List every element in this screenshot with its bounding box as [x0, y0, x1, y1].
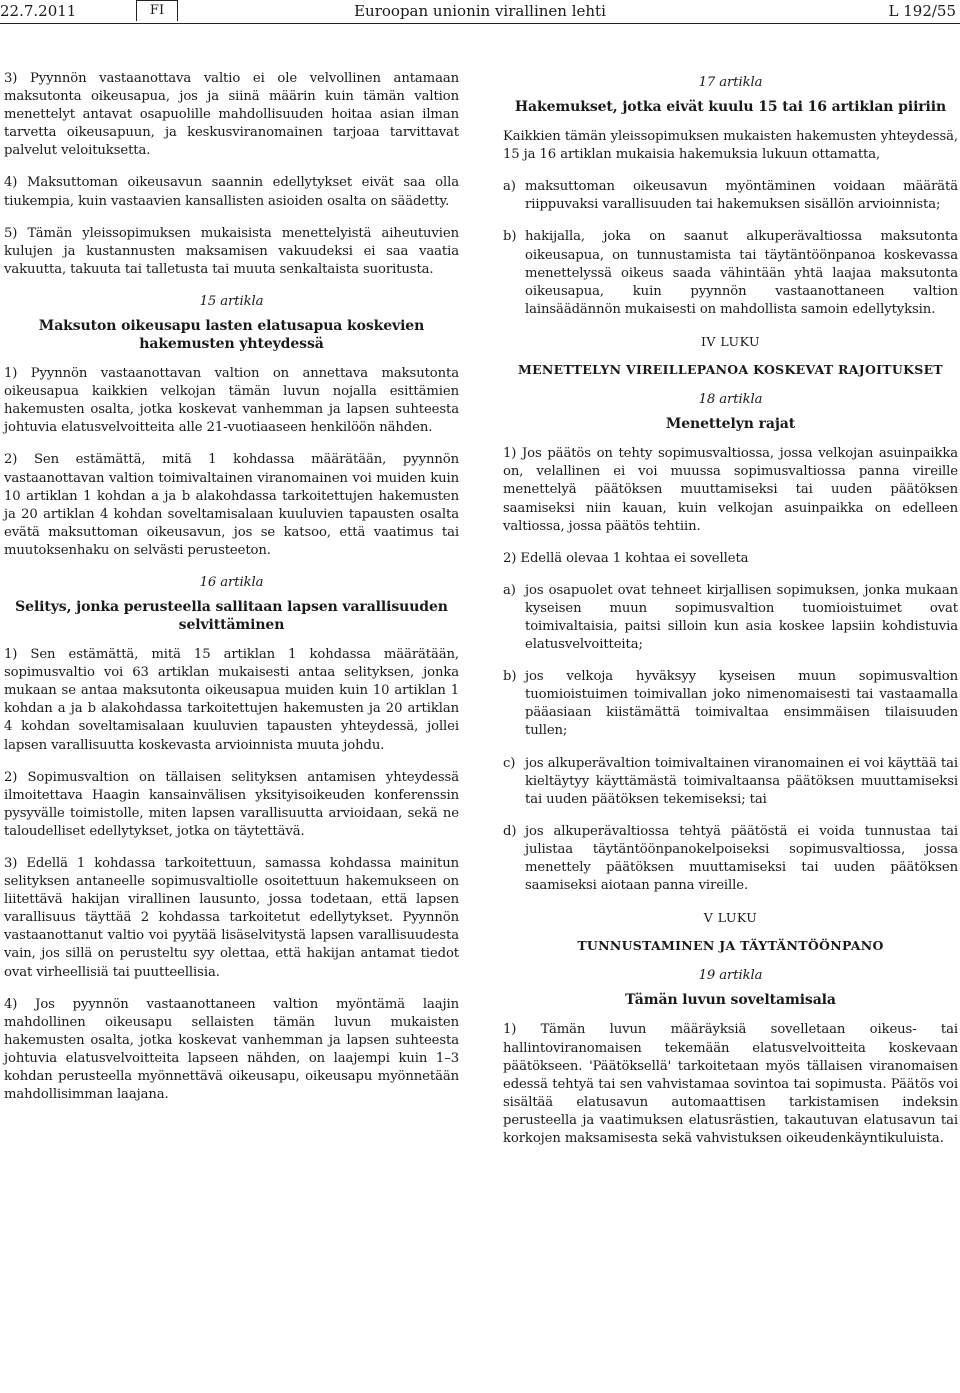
header-rule: [0, 23, 960, 24]
list-item: [503, 755, 958, 809]
article-19-number: 19 artikla: [698, 968, 763, 984]
list-item: [503, 228, 958, 318]
list-item-label: b): [503, 229, 517, 245]
list-item-label: a): [503, 582, 516, 598]
list-item-text: maksuttoman oikeusavun myöntäminen voidaan määrätä riippuvaksi varallisuuden tai hakemuksen sisällön arvioinnista;: [525, 179, 958, 213]
chapter-4-number: IV LUKU: [700, 333, 761, 349]
list-item: [503, 823, 958, 895]
list-item: [503, 178, 958, 214]
list-item: [503, 582, 958, 654]
list-item-text: jos alkuperävaltiossa tehtyä päätöstä ei voida tunnustaa tai julistaa täytäntöönpanokelpoiseksi sopimusvaltiossa, jossa menettely päätöksen muuttamiseksi tai uuden päätöksen saamiseksi aiotaan panna vireille.: [525, 823, 958, 894]
article-18-title: Menettelyn rajat: [665, 416, 796, 433]
chapter-5-title: TUNNUSTAMINEN JA TÄYTÄNTÖÖNPANO: [577, 938, 884, 954]
list-item-label: d): [503, 823, 517, 839]
article-15-number: 15 artikla: [199, 293, 264, 309]
journal-title: Euroopan unionin virallinen lehti: [354, 2, 606, 20]
chapter-5-number: V LUKU: [703, 910, 758, 926]
article-18-paragraph-1: 1) Jos päätös on tehty sopimusvaltiossa, jossa velkojan asuinpaikka on, velallinen ei voi muussa sopimusvaltiossa panna vireille menettelyä päätöksen muuttamiseksi tai uuden päätöksen saamiseksi niin kauan, kuin velkojan asuinpaikka on edelleen valtiossa, jossa päätös tehtiin.: [503, 446, 958, 534]
article-18-paragraph-2: 2) Edellä olevaa 1 kohtaa ei sovelleta: [503, 550, 749, 566]
list-item-text: jos alkuperävaltion toimivaltainen viranomainen ei voi käyttää tai kieltäytyy käyttämästä toimivaltaansa päätöksen muuttamiseksi tai uuden päätöksen tekemiseksi; tai: [525, 755, 958, 807]
article-18-number: 18 artikla: [698, 392, 763, 408]
article-19-paragraph-1: 1) Tämän luvun määräyksiä sovelletaan oikeus- tai hallintoviranomaisen tekemään elatusvelvoitteita koskevaan päätökseen. 'Päätöksellä' tarkoitetaan myös tällaisen viranomaisen edessä tehtyä tai sen vahvistamaa sovintoa tai sopimusta. Päätös voi sisältää elatusavun automaattisen tarkistamisen indeksin perusteella ja vaatimuksen elatusrästien, takautuvan elatusavun tai korkojen maksamisesta sekä vahvistuksen oikeudenkäyntikuluista.: [503, 1022, 958, 1147]
article-17-intro: Kaikkien tämän yleissopimuksen mukaisten hakemusten yhteydessä, 15 ja 16 artiklan mukaisia hakemuksia lukuun ottamatta,: [503, 129, 958, 163]
list-item-text: hakijalla, joka on saanut alkuperävaltiossa maksutonta oikeusapua, on tunnustamista tai täytäntöönpanoa koskevassa menettelyssä oikeus saada vähintään yhtä laajaa maksutonta oikeusapua, kuin pyynnön vastaanottaneen valtion lainsäädännön mukaisesti on mahdollista samoin edellytyksin.: [525, 229, 958, 317]
article-16-paragraph-3: 3) Edellä 1 kohdassa tarkoitettuun, samassa kohdassa mainitun selityksen antaneelle sopimusvaltiolle osoitettuun hakemukseen on liitettävä hakijan virallinen lausunto, jossa todetaan, että lapsen varallisuus täyttää 2 kohdassa tarkoitetut edellytykset. Pyynnön vastaanottanut valtio voi pyytää lisäselvitystä lapsen varallisuudesta vain, jos sillä on perusteltu syy olettaa, että hakijan antamat tiedot ovat virheellisiä tai puutteellisia.: [4, 856, 459, 980]
language-badge: FI: [136, 0, 178, 21]
list-item-label: b): [503, 669, 517, 685]
article-15-paragraph-2: 2) Sen estämättä, mitä 1 kohdassa määrätään, pyynnön vastaanottavan valtion toimivaltainen viranomainen voi muiden kuin 10 artiklan 1 kohdan a ja b alakohdassa tarkoitettujen hakemusten ja 20 artiklan 4 kohdan soveltamisalaan kuuluvien tapausten osalta evätä maksuttoman oikeusavun, jos se katsoo, että vaatimus tai muutoksenhaku on selvästi perusteeton.: [4, 452, 459, 558]
article-17-number: 17 artikla: [698, 75, 763, 90]
paragraph-5: 5) Tämän yleissopimuksen mukaisista menettelyistä aiheutuvien kulujen ja kustannusten maksamisen vakuudeksi ei saa vaatia vakuutta, takuuta tai talletusta tai muuta senkaltaista suoritusta.: [4, 225, 459, 277]
article-15-paragraph-1: 1) Pyynnön vastaanottavan valtion on annettava maksutonta oikeusapua kaikkien velkojan tämän luvun nojalla esittämien hakemusten osalta, jotka koskevat vanhemman ja lapsen suhteesta johtuvia elatusvelvoitteita alle 21-vuotiaaseen henkilöön nähden.: [4, 366, 459, 436]
article-15-title: Maksuton oikeusapu lasten elatusapua koskevien hakemusten yhteydessä: [38, 318, 425, 353]
article-19-title: Tämän luvun soveltamisala: [625, 992, 836, 1009]
article-16-paragraph-2: 2) Sopimusvaltion on tällaisen selityksen antamisen yhteydessä ilmoitettava Haagin kansainvälisen yksityisoikeuden konferenssin pysyvälle toimistolle, miten lapsen varallisuutta arvioidaan, sekä ne taloudelliset edellytykset, jotka on täytettävä.: [4, 769, 459, 839]
page-number: L 192/55: [888, 2, 956, 20]
article-16-title: Selitys, jonka perusteella sallitaan lapsen varallisuuden selvittäminen: [15, 599, 448, 634]
list-item-label: c): [503, 755, 516, 771]
list-item-label: a): [503, 179, 516, 195]
article-16-paragraph-1: 1) Sen estämättä, mitä 15 artiklan 1 kohdassa määrätään, sopimusvaltio voi 63 artiklan mukaisesti antaa selityksen, jonka mukaan se antaa maksutonta oikeusapua muiden kuin 10 artiklan 1 kohdan a ja b alakohdassa tarkoitettujen hakemusten ja 20 artiklan 4 kohdan soveltamisalaan kuuluvien tapausten yhteydessä, jollei lapsen varallisuutta koskevasta arvioinnista muuta johdu.: [4, 647, 459, 753]
left-column: [4, 70, 459, 1118]
chapter-4-title: MENETTELYN VIREILLEPANOA KOSKEVAT RAJOITUKSET: [517, 362, 944, 378]
article-17-title: Hakemukset, jotka eivät kuulu 15 tai 16 artiklan piiriin: [514, 99, 947, 116]
list-item-text: jos osapuolet ovat tehneet kirjallisen sopimuksen, jonka mukaan kyseisen muun sopimusvaltion tuomioistuimet ovat toimivaltaisia, paitsi silloin kun asia koskee lapsiin kohdistuvia elatusvelvoitteita;: [525, 582, 958, 653]
header-date: 22.7.2011: [0, 2, 77, 20]
paragraph-3: 3) Pyynnön vastaanottava valtio ei ole velvollinen antamaan maksutonta oikeusapua, jos ja siinä määrin kuin tämän valtion menettelyt antavat osapuolille mahdollisuuden hoitaa asian ilman tarvetta oikeusapuun, ja keskusviranomainen tarjoaa tarvittavat palvelut veloituksetta.: [4, 71, 459, 159]
page-header: [0, 0, 960, 24]
article-16-number: 16 artikla: [199, 574, 264, 590]
paragraph-4: 4) Maksuttoman oikeusavun saannin edellytykset eivät saa olla tiukempia, kuin vastaavien kansallisten asioiden osalta on säädetty.: [4, 175, 459, 209]
right-column: [503, 70, 958, 1162]
list-item: [503, 668, 958, 740]
list-item-text: jos velkoja hyväksyy kyseisen muun sopimusvaltion tuomioistuimen toimivallan joko nimenomaisesti tai vastaamalla pääasiaan kiistämättä toimivaltaa ensimmäisen tilaisuuden tullen;: [525, 669, 958, 739]
article-16-paragraph-4: 4) Jos pyynnön vastaanottaneen valtion myöntämä laajin mahdollinen oikeusapu sellaisten tämän luvun mukaisten hakemusten osalta, jotka koskevat vanhemman ja lapsen suhteesta johtuvia elatusvelvoitteita lapseen nähden, on laajempi kuin 1–3 kohdan perusteella myönnettävä oikeusapu, oikeusapu myönnetään mahdollisimman laajana.: [4, 996, 459, 1103]
